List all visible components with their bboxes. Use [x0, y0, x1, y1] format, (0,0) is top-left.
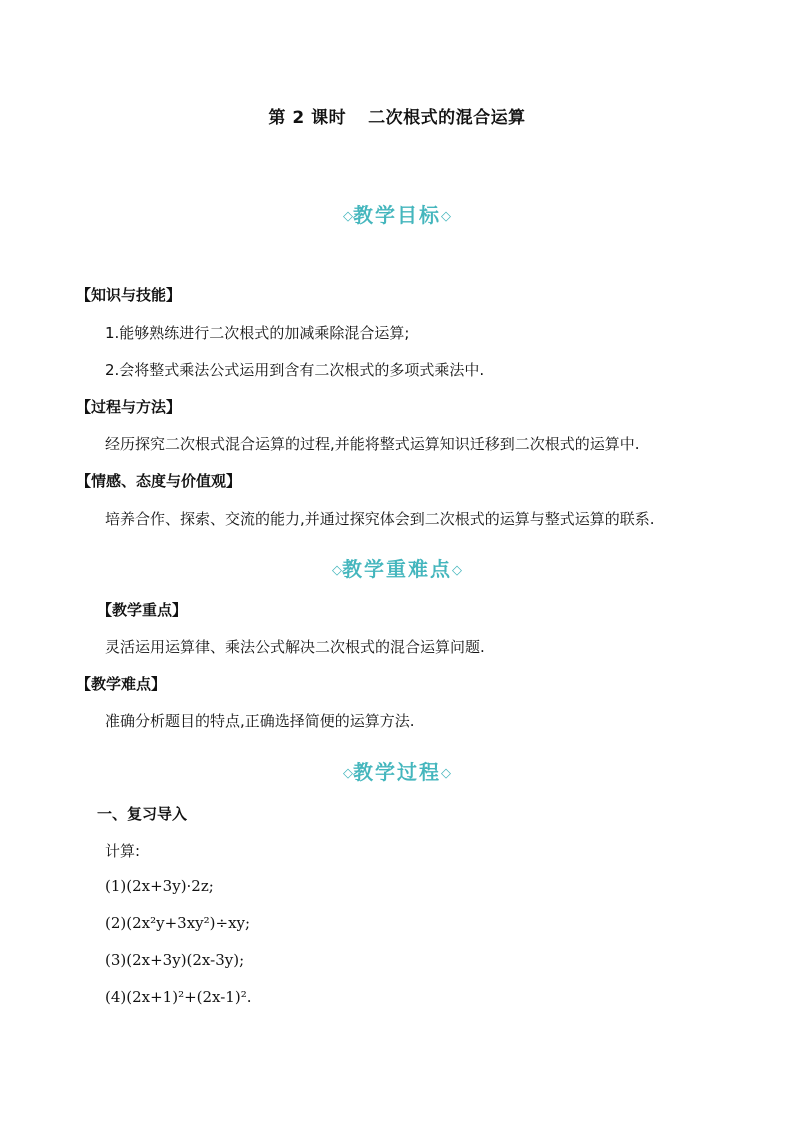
focus-label: 【教学重点】: [97, 601, 188, 619]
focus-text: 灵活运用运算律、乘法公式解决二次根式的混合运算问题.: [105, 638, 485, 656]
diamond-left-icon: ◇: [343, 766, 353, 781]
section-heading-key-points: [0, 553, 794, 582]
knowledge-item-2: 2.会将整式乘法公式运用到含有二次根式的多项式乘法中.: [105, 361, 485, 379]
exercise-1: (1)(2x+3y)·2z;: [105, 877, 214, 895]
diamond-right-icon: ◇: [452, 563, 462, 578]
diamond-right-icon: ◇: [441, 766, 451, 781]
diamond-left-icon: ◇: [343, 209, 353, 224]
step1-label: 一、复习导入: [97, 805, 188, 823]
diamond-right-icon: ◇: [441, 209, 451, 224]
process-method-label: 【过程与方法】: [76, 398, 182, 416]
difficulty-text: 准确分析题目的特点,正确选择简便的运算方法.: [105, 712, 415, 730]
exercise-2: (2)(2x²y+3xy²)÷xy;: [105, 914, 251, 932]
diamond-left-icon: ◇: [332, 563, 342, 578]
difficulty-label: 【教学难点】: [76, 675, 167, 693]
section-goals-text: 教学目标: [353, 203, 441, 227]
section-heading-process: [0, 756, 794, 785]
section-key-points-text: 教学重难点: [342, 557, 452, 581]
process-method-text: 经历探究二次根式混合运算的过程,并能将整式运算知识迁移到二次根式的运算中.: [105, 435, 640, 453]
emotion-text: 培养合作、探索、交流的能力,并通过探究体会到二次根式的运算与整式运算的联系.: [105, 510, 655, 528]
knowledge-label: 【知识与技能】: [76, 286, 182, 304]
lesson-number: 第 2 课时: [268, 108, 347, 128]
lesson-topic: 二次根式的混合运算: [368, 108, 526, 128]
exercise-4: (4)(2x+1)²+(2x-1)².: [105, 988, 252, 1006]
exercise-3: (3)(2x+3y)(2x-3y);: [105, 951, 245, 969]
page-title: [0, 103, 794, 128]
emotion-label: 【情感、态度与价值观】: [76, 472, 242, 490]
section-heading-goals: [0, 199, 794, 228]
section-process-text: 教学过程: [353, 760, 441, 784]
compute-label: 计算:: [105, 842, 141, 860]
knowledge-item-1: 1.能够熟练进行二次根式的加减乘除混合运算;: [105, 324, 410, 342]
